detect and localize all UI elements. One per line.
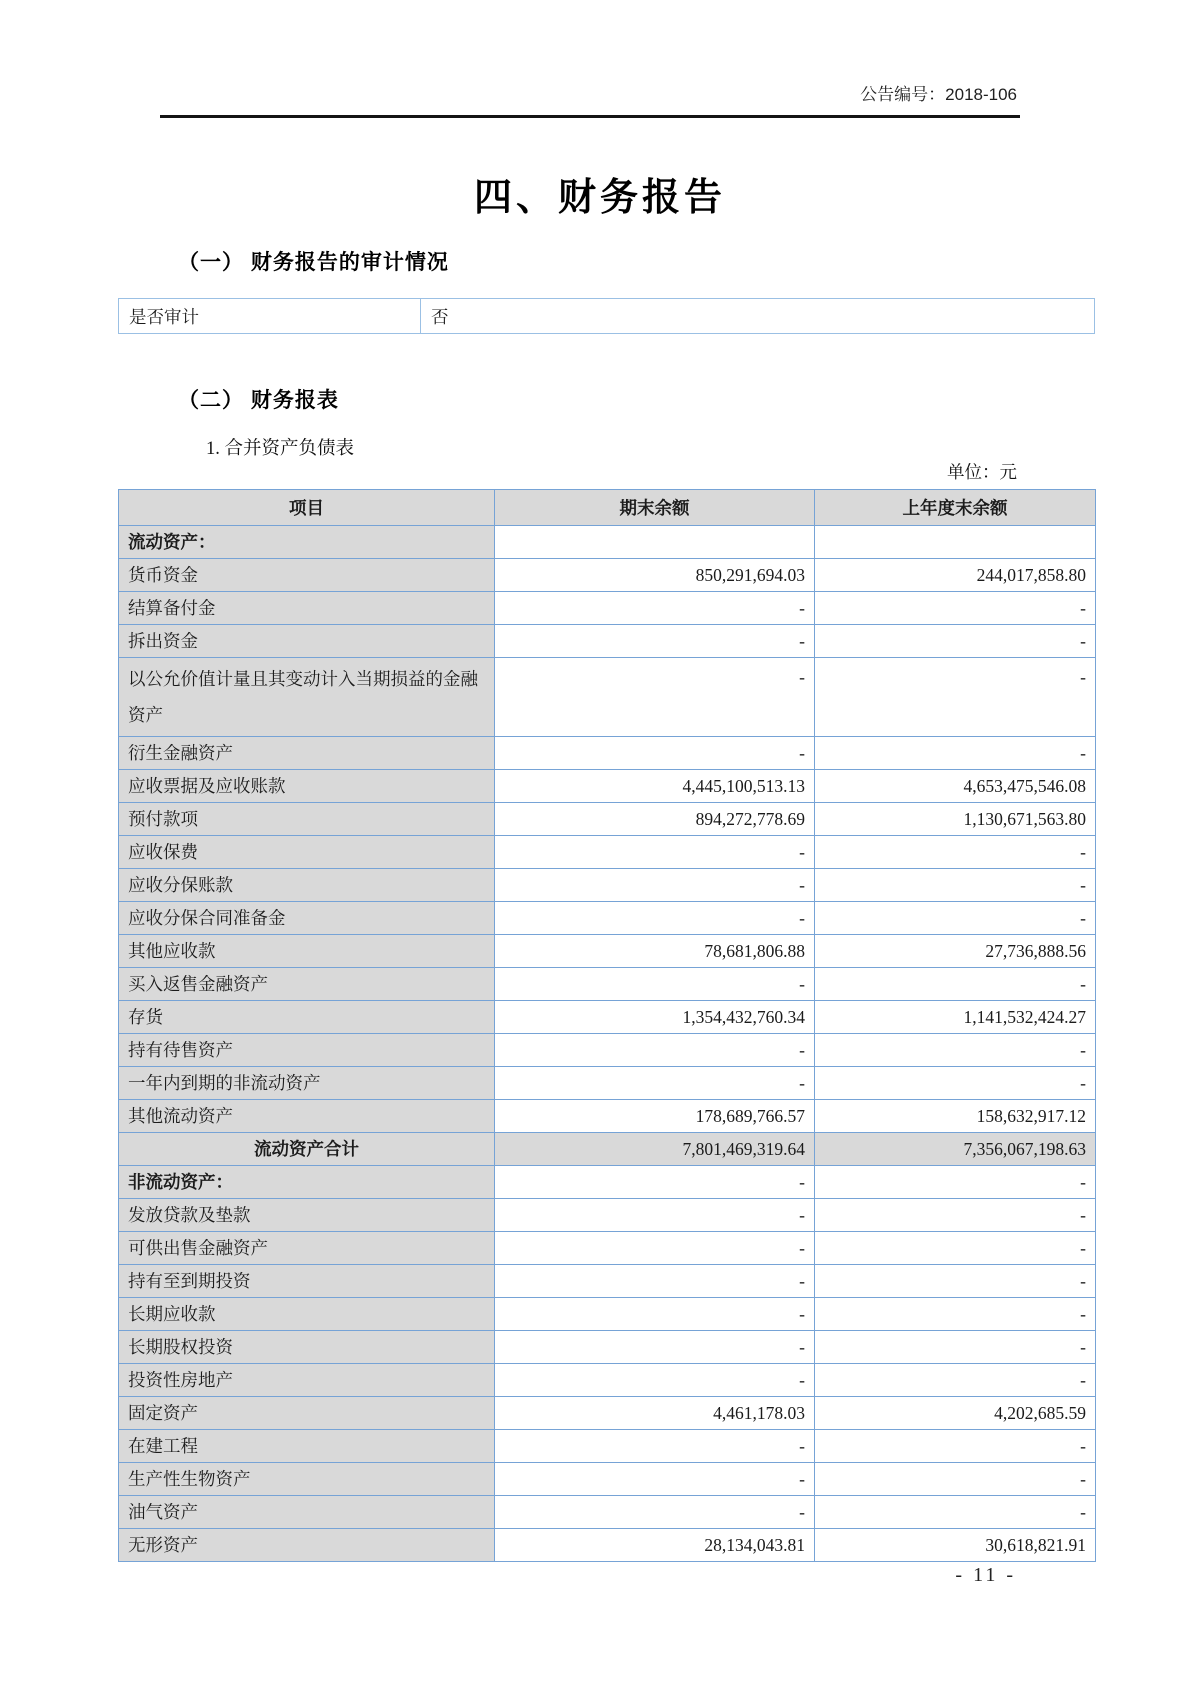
current-balance-cell: - bbox=[495, 968, 815, 1001]
item-cell: 货币资金 bbox=[119, 559, 495, 592]
item-cell: 长期应收款 bbox=[119, 1298, 495, 1331]
current-balance-cell: 178,689,766.57 bbox=[495, 1100, 815, 1133]
table-row bbox=[119, 803, 1096, 836]
previous-balance-cell: - bbox=[815, 658, 1096, 737]
item-cell: 以公允价值计量且其变动计入当期损益的金融资产 bbox=[119, 658, 495, 737]
item-cell: 流动资产合计 bbox=[119, 1133, 495, 1166]
table-row bbox=[119, 1232, 1096, 1265]
item-cell: 油气资产 bbox=[119, 1496, 495, 1529]
previous-balance-cell: - bbox=[815, 737, 1096, 770]
current-balance-cell: - bbox=[495, 902, 815, 935]
table-row bbox=[119, 625, 1096, 658]
previous-balance-cell: - bbox=[815, 836, 1096, 869]
item-cell: 预付款项 bbox=[119, 803, 495, 836]
previous-balance-cell: 4,202,685.59 bbox=[815, 1397, 1096, 1430]
current-balance-cell: - bbox=[495, 1463, 815, 1496]
previous-balance-cell: - bbox=[815, 1364, 1096, 1397]
previous-balance-cell: - bbox=[815, 1331, 1096, 1364]
current-balance-cell: 850,291,694.03 bbox=[495, 559, 815, 592]
item-cell: 持有待售资产 bbox=[119, 1034, 495, 1067]
previous-balance-cell: - bbox=[815, 1430, 1096, 1463]
current-balance-cell: - bbox=[495, 1034, 815, 1067]
previous-balance-cell: - bbox=[815, 1034, 1096, 1067]
current-balance-cell: - bbox=[495, 592, 815, 625]
current-balance-cell: - bbox=[495, 1067, 815, 1100]
table-row bbox=[119, 658, 1096, 737]
item-cell: 可供出售金融资产 bbox=[119, 1232, 495, 1265]
item-cell: 其他流动资产 bbox=[119, 1100, 495, 1133]
statements-section-heading: （二） 财务报表 bbox=[178, 389, 339, 412]
current-balance-cell: - bbox=[495, 658, 815, 737]
current-balance-cell: - bbox=[495, 1298, 815, 1331]
statement-item-title: 1. 合并资产负债表 bbox=[206, 439, 355, 459]
table-row bbox=[119, 592, 1096, 625]
page-title: 四、财务报告 bbox=[473, 177, 726, 219]
column-header-previous-balance: 上年度末余额 bbox=[815, 490, 1096, 526]
previous-balance-cell: 27,736,888.56 bbox=[815, 935, 1096, 968]
previous-balance-cell: - bbox=[815, 1496, 1096, 1529]
table-row bbox=[119, 1529, 1096, 1562]
item-cell: 应收分保合同准备金 bbox=[119, 902, 495, 935]
item-cell: 投资性房地产 bbox=[119, 1364, 495, 1397]
item-cell: 衍生金融资产 bbox=[119, 737, 495, 770]
table-row bbox=[119, 1397, 1096, 1430]
item-cell: 一年内到期的非流动资产 bbox=[119, 1067, 495, 1100]
table-row bbox=[119, 1199, 1096, 1232]
table-row bbox=[119, 836, 1096, 869]
balance-sheet-table bbox=[118, 489, 1096, 1562]
previous-balance-cell: 4,653,475,546.08 bbox=[815, 770, 1096, 803]
item-cell: 应收分保账款 bbox=[119, 869, 495, 902]
current-balance-cell: 1,354,432,760.34 bbox=[495, 1001, 815, 1034]
page-number: - 11 - bbox=[955, 1564, 1016, 1586]
item-cell: 非流动资产： bbox=[119, 1166, 495, 1199]
previous-balance-cell: 7,356,067,198.63 bbox=[815, 1133, 1096, 1166]
current-balance-cell: - bbox=[495, 625, 815, 658]
table-row bbox=[119, 869, 1096, 902]
item-cell: 发放贷款及垫款 bbox=[119, 1199, 495, 1232]
table-row bbox=[119, 559, 1096, 592]
current-balance-cell: - bbox=[495, 869, 815, 902]
table-row bbox=[119, 526, 1096, 559]
item-cell: 应收票据及应收账款 bbox=[119, 770, 495, 803]
previous-balance-cell: 1,130,671,563.80 bbox=[815, 803, 1096, 836]
current-balance-cell: 78,681,806.88 bbox=[495, 935, 815, 968]
announcement-number: 公告编号：2018-106 bbox=[860, 85, 1017, 104]
previous-balance-cell: - bbox=[815, 1463, 1096, 1496]
previous-balance-cell: 244,017,858.80 bbox=[815, 559, 1096, 592]
previous-balance-cell: - bbox=[815, 968, 1096, 1001]
table-row bbox=[119, 1166, 1096, 1199]
previous-balance-cell: - bbox=[815, 592, 1096, 625]
current-balance-cell: - bbox=[495, 1364, 815, 1397]
current-balance-cell: - bbox=[495, 1430, 815, 1463]
current-balance-cell: - bbox=[495, 1166, 815, 1199]
item-cell: 生产性生物资产 bbox=[119, 1463, 495, 1496]
item-cell: 无形资产 bbox=[119, 1529, 495, 1562]
item-cell: 拆出资金 bbox=[119, 625, 495, 658]
previous-balance-cell: - bbox=[815, 625, 1096, 658]
column-header-current-balance: 期末余额 bbox=[495, 490, 815, 526]
audit-section-heading: （一） 财务报告的审计情况 bbox=[178, 251, 449, 274]
current-balance-cell: - bbox=[495, 1331, 815, 1364]
table-row bbox=[119, 1430, 1096, 1463]
table-row bbox=[119, 1265, 1096, 1298]
item-cell: 其他应收款 bbox=[119, 935, 495, 968]
table-row bbox=[119, 902, 1096, 935]
item-cell: 持有至到期投资 bbox=[119, 1265, 495, 1298]
current-balance-cell: - bbox=[495, 1265, 815, 1298]
table-row bbox=[119, 1100, 1096, 1133]
previous-balance-cell: - bbox=[815, 1067, 1096, 1100]
current-balance-cell: 4,461,178.03 bbox=[495, 1397, 815, 1430]
current-balance-cell: - bbox=[495, 836, 815, 869]
balance-sheet-header-row bbox=[119, 490, 1096, 526]
current-balance-cell: 7,801,469,319.64 bbox=[495, 1133, 815, 1166]
table-row bbox=[119, 935, 1096, 968]
current-balance-cell: 4,445,100,513.13 bbox=[495, 770, 815, 803]
table-row bbox=[119, 1001, 1096, 1034]
item-cell: 流动资产： bbox=[119, 526, 495, 559]
previous-balance-cell: - bbox=[815, 1298, 1096, 1331]
item-cell: 应收保费 bbox=[119, 836, 495, 869]
previous-balance-cell: - bbox=[815, 869, 1096, 902]
current-balance-cell: 894,272,778.69 bbox=[495, 803, 815, 836]
audit-answer-cell: 否 bbox=[421, 299, 1095, 334]
current-balance-cell: - bbox=[495, 1199, 815, 1232]
audit-question-cell: 是否审计 bbox=[119, 299, 421, 334]
item-cell: 在建工程 bbox=[119, 1430, 495, 1463]
table-row bbox=[119, 968, 1096, 1001]
item-cell: 固定资产 bbox=[119, 1397, 495, 1430]
table-row bbox=[119, 1463, 1096, 1496]
header-rule bbox=[160, 115, 1020, 118]
previous-balance-cell: - bbox=[815, 1232, 1096, 1265]
previous-balance-cell: - bbox=[815, 1265, 1096, 1298]
current-balance-cell: - bbox=[495, 737, 815, 770]
table-row bbox=[119, 1496, 1096, 1529]
item-cell: 买入返售金融资产 bbox=[119, 968, 495, 1001]
item-cell: 存货 bbox=[119, 1001, 495, 1034]
previous-balance-cell: 158,632,917.12 bbox=[815, 1100, 1096, 1133]
previous-balance-cell: - bbox=[815, 1166, 1096, 1199]
previous-balance-cell: - bbox=[815, 902, 1096, 935]
table-row bbox=[119, 1364, 1096, 1397]
previous-balance-cell: 1,141,532,424.27 bbox=[815, 1001, 1096, 1034]
table-row bbox=[119, 1034, 1096, 1067]
previous-balance-cell bbox=[815, 526, 1096, 559]
unit-note: 单位：元 bbox=[947, 462, 1017, 482]
current-balance-cell: - bbox=[495, 1232, 815, 1265]
item-cell: 长期股权投资 bbox=[119, 1331, 495, 1364]
table-row bbox=[119, 737, 1096, 770]
current-balance-cell: 28,134,043.81 bbox=[495, 1529, 815, 1562]
audit-table-row bbox=[119, 299, 1095, 334]
table-row bbox=[119, 1298, 1096, 1331]
table-row bbox=[119, 1331, 1096, 1364]
table-row bbox=[119, 770, 1096, 803]
current-balance-cell: - bbox=[495, 1496, 815, 1529]
item-cell: 结算备付金 bbox=[119, 592, 495, 625]
previous-balance-cell: 30,618,821.91 bbox=[815, 1529, 1096, 1562]
audit-table bbox=[118, 298, 1095, 334]
total-row bbox=[119, 1133, 1096, 1166]
column-header-item: 项目 bbox=[119, 490, 495, 526]
previous-balance-cell: - bbox=[815, 1199, 1096, 1232]
table-row bbox=[119, 1067, 1096, 1100]
current-balance-cell bbox=[495, 526, 815, 559]
